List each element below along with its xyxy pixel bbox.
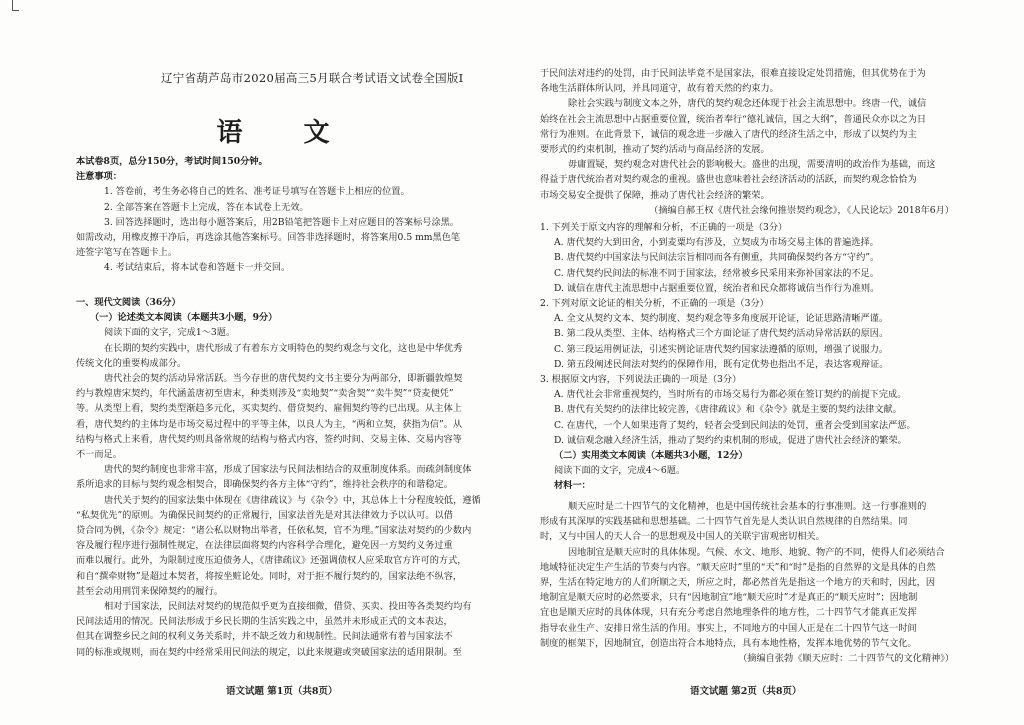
passage-line: 各地生活群体所认同，并具同道守，故有着天然的约束力。 — [540, 83, 779, 95]
passage-line: 同的标准或规则，而在契约中经常采用民间法的规定，以此来规避或突破国家法的适用限制。至 — [76, 646, 462, 658]
passage-line: “私契优先”的原则。为确保民间契约的正常履行，国家法首先是对其法律效力予以认可。以借 — [76, 509, 453, 521]
subject-title: 语 文 — [216, 118, 356, 148]
material-line: 时，又与中国人的天人合一的思想观及中国人的关联宇宙观密切相关。 — [540, 531, 825, 543]
passage-line: 看，唐代契约的主体均是市场交易过程中的平等主体，以良人为主，“两和立契，获指为信”。从 — [76, 418, 463, 430]
notice-item: 1. 答卷前，考生务必将自己的姓名、准考证号填写在答题卡上相应的位置。 — [104, 186, 410, 198]
passage-line: 约与教煌唐宋契约，年代涵盖唐初至唐末，种类则涉及“卖地契”“卖舍契”“卖牛契”“贷麦便凭” — [76, 388, 454, 400]
passage-line: 等。从类型上看，契约类型渐趋多元化，买卖契约、借贷契约、雇佣契约等约已出现。从主体上 — [76, 403, 462, 415]
passage-line: 除社会实践与制度文本之外，唐代的契约观念还体现于社会主流思想中。终唐一代，诚信 — [568, 98, 927, 110]
passage-line: 贷合同为例，《杂令》规定：“诸公私以财物出举者，任依私契，官不为理。”国家法对契约的少数内 — [76, 525, 472, 537]
notice-item: 3. 回答选择题时，选出每小题答案后，用2B铅笔把答题卡上对应题目的答案标号涂黑。 — [104, 216, 460, 228]
material-line: 界，生活在特定地方的人们所顺之天，所应之时，都必然首先是指这一个地方的天和时，因此，因 — [540, 577, 936, 589]
passage-line: 毋庸置疑，契约观念对唐代社会的影响极大。盛世的出现，需要清明的政治作为基础，而这 — [568, 159, 936, 171]
passage-line: 始终在社会主流思想中占据重要位置，统治者奉行“德礼诚信，国之大纲”，普通民众亦以之为日 — [540, 113, 927, 125]
question-option: C. 唐代契约民间法的标准不同于国家法，经常被乡民采用来弥补国家法的不足。 — [554, 267, 879, 279]
passage-line: 常行为准则。在此背景下，诚信的观念进一步融入了唐代的经济生活之中，形成了以契约为主 — [540, 128, 917, 140]
passage-line: 传统文化的重要构成部分。 — [76, 357, 187, 369]
passage-line: 在长期的契约实践中，唐代形成了有着东方文明特色的契约观念与文化，这也是中华优秀 — [104, 342, 463, 354]
passage-line: 甚至会动用刑罚来保障契约的履行。 — [76, 585, 223, 597]
passage-line: 得益于唐代统治者对契约观念的重视。盛世也意味着社会经济活动的活跃，而契约观念恰恰为 — [540, 174, 917, 186]
question-option: D. 诚信在唐代主流思想中占据重要位置，统治者和民众都将诚信当作行为准则。 — [554, 282, 880, 294]
instructions — [76, 154, 500, 276]
passage-line: 于民间法对违约的处罚，由于民间法毕竟不是国家法，很难直接设定处罚措施，但其优势在于为 — [540, 68, 926, 79]
material-line: 指导农业生产、安排日常生活的作用。事实上，不同地方的中国人正是在二十四节气这一时间 — [540, 622, 917, 634]
question-option: A. 全文从契约文本、契约制度、契约观念等多角度展开论证，论证思路清晰严谨。 — [554, 313, 889, 325]
passage-line: 和自“撰牵财物”是超过本契者，将按坐赃论处。同时，对于拒不履行契约的，国家法绝不纵容， — [76, 570, 463, 582]
passage-line: 要形式的约束机制，推动了契约活动与商品经济的发展。 — [540, 144, 770, 156]
source-citation: （摘编自张勃《顺天应时：二十四节气的文化精神》） — [738, 653, 954, 665]
source-citation: （摘编自郝王权《唐代社会缘何推崇契约观念》，《人民论坛》2018年6月） — [649, 204, 954, 216]
passage-line: 唐代关于契约的国家法集中体现在《唐律疏议》与《杂令》中，其总体上十分程度较低，遵循 — [104, 494, 481, 506]
passage-line: 不一而足。 — [76, 449, 122, 461]
questions — [540, 220, 954, 494]
notice-item: 4. 考试结束后，将本试卷和答题卡一并交回。 — [104, 262, 291, 274]
question-option: B. 唐代有关契约的法律比较完善，《唐律疏议》和《杂令》就是主要的契约法律文献。 — [554, 404, 902, 416]
passage-line: 唐代的契约制度也非常丰富，形成了国家法与民间法相结合的双重制度体系。而疏剑制度体 — [104, 464, 472, 476]
material-label: 材料一： — [554, 480, 591, 492]
passage-line: 相对于国家法，民间法对契约的规范似乎更为直接细微，借贷、买卖、投田等各类契约均有 — [104, 601, 472, 613]
passage-line: 唐代社会的契约活动异常活跃。当今存世的唐代契约文书主要分为两部分，即新疆敦煌契 — [104, 373, 463, 385]
question-option: C. 在唐代，一个人如果违背了契约，轻者会受到民间法的处罚，重者会受到国家法严惩。 — [554, 419, 916, 431]
page-left — [76, 0, 500, 725]
question-option: D. 第五段阐述民间法对契约的保障作用，既有定优势也指出不足，表达客观辩证。 — [554, 358, 889, 370]
question-stem: 2. 下列对原文论证的相关分析，不正确的一项是（3分） — [540, 298, 769, 310]
page-footer: 语文试题 第2页（共8页） — [690, 686, 802, 697]
page-footer: 语文试题 第1页（共8页） — [226, 686, 338, 697]
passage-line: 容及履行程序进行强制性规定，在法律层面将契约内容科学合理化，避免因一方契约义务过重 — [76, 540, 453, 552]
page-right — [540, 0, 954, 725]
material-line: 因地制宜是顺天应时的具体体现。气候、水文、地形、地貌、物产的不同，使得人们必须结合 — [568, 546, 945, 558]
passage-line: 结构与格式上来看，唐代契约则具备常规的结构与格式内容，签约时间、交易主体、交易内容等 — [76, 433, 462, 445]
passage-continued — [540, 66, 954, 218]
question-stem: 3. 根据原文内容，下列说法正确的一项是（3分） — [540, 374, 742, 386]
section-heading: 一、现代文阅读（36分） — [76, 297, 181, 308]
part-instruction: 阅读下面的文字，完成1～3题。 — [104, 327, 236, 339]
question-stem: 1. 下列关于原文内容的理解和分析，不正确的一项是（3分） — [540, 222, 788, 233]
material-line: 顺天应时是二十四节气的文化精神，也是中国传统社会基本的行事准则。这一行事准则的 — [568, 501, 927, 512]
notice-item: 如需改动，用橡皮擦干净后，再选涂其他答案标号。回答非选择题时，将答案用0.5 mm黑色笔 — [76, 232, 461, 244]
notice-title: 注意事项： — [76, 171, 122, 183]
material-passage — [540, 499, 954, 666]
passage-line: 但其在调整乡民之间的权利义务关系时，并不缺乏效力和规制性。民间法通常有着与国家法不 — [76, 631, 453, 643]
part-instruction: 阅读下面的文字，完成4～6题。 — [554, 465, 686, 477]
material-line: 制度的框架下，因地制宜，创造出符合本地特点，具有本地性格，发挥本地优势的节气文化。 — [540, 637, 917, 649]
question-option: B. 第二段从类型、主体、结构格式三个方面论证了唐代契约活动异常活跃的原因。 — [554, 328, 889, 340]
question-option: C. 第三段运用例证法，引述实例论证唐代契约国家法遵循的原则，增强了说服力。 — [554, 343, 889, 355]
passage-line: 市场交易安全提供了保障，推动了唐代社会经济的繁荣。 — [540, 189, 770, 201]
question-option: A. 唐代社会非常重视契约，当时所有的市场交易行为都必须在签订契约的前提下完成。 — [554, 389, 907, 401]
part-title: （二）实用类文本阅读（本题共3小题，12分） — [554, 450, 748, 462]
material-line: 地制宜是顺天应时的必然要求，只有“因地制宜”地“顺天应时”才是真正的“顺天应时”；因地制 — [540, 592, 918, 604]
exam-title: 辽宁省葫芦岛市2020届高三5月联合考试语文试卷全国版Ⅰ — [161, 71, 464, 85]
material-line: 宜也是顺天应时的具体体现，只有充分考虑自然地理条件的地方性，二十四节气才能真正发挥 — [540, 607, 917, 619]
material-line: 地域特征决定生产生活的节奏与内容。“顺天应时”里的“天”和“时”是指的自然界的文是具体的自然 — [540, 561, 936, 573]
question-option: D. 诚信观念融入经济生活，推动了契约约束机制的形成，促进了唐代社会经济的繁荣。 — [554, 434, 907, 446]
reading-section — [76, 295, 500, 660]
passage-line: 民间法适用的情况。民间法形成于乡民长期的生活实践之中，虽然并未形成正式的文本表达， — [76, 616, 453, 628]
material-line: 形成有其深厚的实践基础和思想基础。二十四节气首先是人类认识自然规律的自然结果。同 — [540, 516, 908, 528]
passage-line: 系所追求的目标与契约观念相契合，即确保契约各方主体“守约”，维持社会秩序的和谐稳定。 — [76, 479, 453, 491]
crop-mark-icon — [12, 0, 19, 11]
question-option: B. 唐代契约中国家法与民间法宗旨相同而各有侧重，共同确保契约各方“守约”。 — [554, 252, 880, 264]
notice-item: 2. 全部答案在答题卡上完成，答在本试卷上无效。 — [104, 201, 309, 213]
part-title: （一）论述类文本阅读（本题共3小题，9分） — [90, 312, 278, 324]
passage-line: 而难以履行。此外，为限制过度压迫债务人，《唐律疏议》还强调债权人应采取官方许可的方式， — [76, 555, 467, 567]
notice-item: 迹签字笔写在答题卡上。 — [76, 247, 178, 259]
question-option: A. 唐代契约大到田舍，小到麦粟均有涉及，立契成为市场交易主体的普遍选择。 — [554, 237, 879, 249]
exam-meta: 本试卷8页，总分150分，考试时间150分钟。 — [76, 156, 268, 167]
